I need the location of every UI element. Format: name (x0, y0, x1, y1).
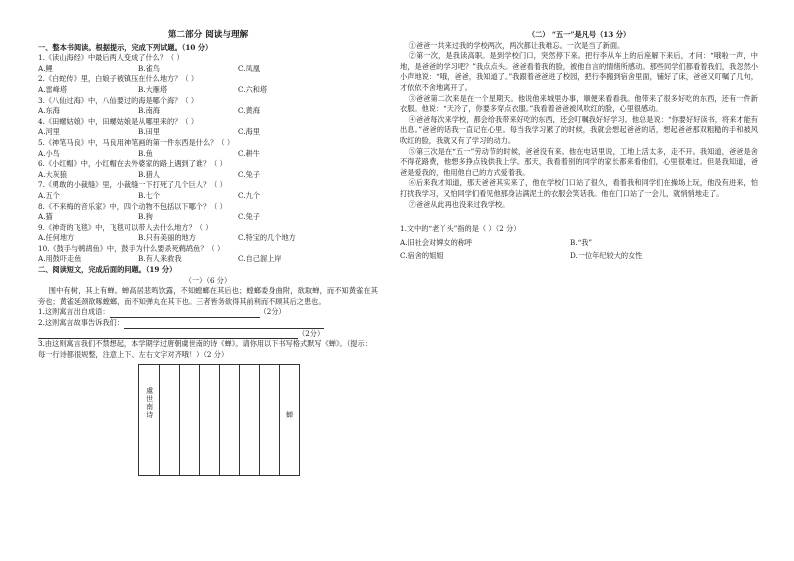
option[interactable]: A.雷峰塔 (38, 84, 68, 94)
option[interactable]: B.雀鸟 (138, 63, 160, 73)
question-10-options (38, 254, 378, 265)
fable-q1-text: 1.这则寓言出自成语： (38, 307, 110, 317)
option[interactable]: A.鲤 (38, 63, 53, 73)
option[interactable]: B.有人来救我 (138, 254, 182, 264)
section-one-title: 一、整本书阅读。根据提示，完成下列试题。（10 分） (38, 42, 213, 52)
paragraph-7: ⑦爸爸从此再也没来过我学校。 (408, 199, 510, 209)
option[interactable]: B.狗 (138, 212, 153, 222)
question-3: 3.《八仙过海》中，八仙要过的海是哪个海？（ ） (38, 95, 199, 105)
passage-title: （二） “五一”是凡号（13 分） (527, 30, 631, 39)
option[interactable]: A.五个 (38, 190, 60, 200)
option[interactable]: C.黄海 (238, 106, 260, 116)
paragraph-3: ③爸爸第二次来是在一个星期天。他说他来城里办事，顺便来看看我。他带来了很多好吃的东西，还有一件新衣服。他说：“天冷了，你要多穿点衣服。”我看着爸爸被风吹红的脸，心里很感动。 (400, 93, 758, 114)
option[interactable]: C.六和塔 (238, 84, 268, 94)
paragraph-1: ①爸爸一共来过我的学校两次，两次都让我难忘。一次是当了新面。 (408, 40, 625, 50)
option[interactable]: B.南海 (138, 106, 160, 116)
question-5-options (38, 149, 378, 160)
question-8: 8.《不来梅的音乐家》中，四个动物不包括以下哪个？（ ） (38, 201, 227, 211)
question-6: 6.《小红帽》中，小红帽在去外婆家的路上遇到了谁？（ ） (38, 159, 227, 169)
option[interactable]: A.旧社会对婢女的称呼 (400, 237, 473, 247)
subsection-title: （一）（6 分） (184, 275, 232, 285)
option[interactable]: B.鱼 (138, 148, 153, 158)
section-two-title: 二、阅读短文，完成后面的问题。（19 分） (38, 265, 177, 275)
option[interactable]: C.自己溜上岸 (238, 254, 282, 264)
question-2-options (38, 85, 378, 96)
option[interactable]: A.猫 (38, 212, 53, 222)
option[interactable]: B.“我” (570, 237, 593, 247)
fable-q2-score: （2分） (298, 328, 325, 338)
option[interactable]: A.小鸟 (38, 148, 60, 158)
option[interactable]: A.大灰狼 (38, 169, 68, 179)
right-column (400, 30, 758, 262)
reading-q1-options-a (400, 238, 758, 249)
option[interactable]: B.田里 (138, 127, 160, 137)
paragraph-2: ②第一次，是我读高职。是到学校门口，突然停下来。把行李从车上的后座解下来后，才问：“哦啦一声，中地，是爸爸的学习吧？”我点点头。爸爸看着我的脸，被他自言的情绪所感动。那些同学们都看着我们，我忽然小小声地说：“哦，爸爸，我知道了。”我跟着爸爸进了校园，把行李搬到宿舍里面，铺好了床，爸爸又叮嘱了几句，才依依不舍地离开了。 (400, 51, 758, 92)
option[interactable]: B.七个 (138, 190, 160, 200)
passage (400, 41, 758, 211)
option[interactable]: C.特宝的几个地方 (238, 233, 296, 243)
option[interactable]: C.耕牛 (238, 148, 260, 158)
option[interactable]: C.宿舍的姐姐 (400, 251, 444, 261)
option[interactable]: D.一位年纪较大的女性 (570, 251, 643, 261)
paragraph-4: ④爸爸每次来学校，都会给我带来好吃的东西，还会叮嘱我好好学习。他总是说：“你要好好读书，将来才能有出息。”爸爸的话我一直记在心里。每当我学习累了的时候，我就会想起爸爸的话，想起爸爸那双粗糙的手和被风吹红的脸，我就又有了学习的动力。 (400, 114, 758, 145)
option[interactable]: C.九个 (238, 190, 260, 200)
question-7: 7.《勇敢的小裁缝》里，小裁缝一下打死了几个巨人？（ ） (38, 180, 227, 190)
reading-q1-options-b (400, 251, 758, 262)
question-7-options (38, 191, 378, 202)
question-1: 1.《读山海经》中最后两人变成了什么？（ ） (38, 53, 184, 63)
question-9-options (38, 233, 378, 244)
question-4-options (38, 127, 378, 138)
poem-title: 蝉 (285, 411, 294, 420)
question-2: 2.《白蛇传》里，白娘子被镇压在什么地方？（ ） (38, 74, 199, 84)
part-title: 第二部分 阅读与理解 (167, 30, 249, 40)
fable-q2 (38, 318, 378, 329)
poem-writing-grid[interactable] (138, 364, 300, 476)
option[interactable]: C.凤凰 (238, 63, 260, 73)
fable-q3: 3.由这则寓言我们不禁想起，本学期学过唐朝虞世南的诗《蝉》。请你用以下书写格式默写《蝉》。（提示：每一行诗都很规整，注意上下、左右文字对齐哦！）（2 分） (38, 339, 372, 359)
option[interactable]: A.河里 (38, 127, 60, 137)
reading-q1: 1.文中的“老丫头”指的是（ ）（2 分） (400, 224, 521, 234)
question-6-options (38, 170, 378, 181)
fable-q2-text: 2.这则寓言故事告诉我们： (38, 318, 124, 328)
question-8-options (38, 212, 378, 223)
fable-q1 (38, 307, 378, 318)
question-1-options (38, 64, 378, 75)
question-3-options (38, 106, 378, 117)
question-4: 4.《田螺姑娘》中，田螺姑娘是从哪里来的？（ ） (38, 116, 199, 126)
question-9: 9.《神奇的飞毯》中，飞毯可以带人去什么地方？（ ） (38, 222, 213, 232)
paragraph-6: ⑥后来我才知道，那天爸爸其实来了，他在学校门口站了很久，看着我和同学们在操场上玩，他没有进来，怕打扰我学习，又怕同学们看见他那身沾满泥土的衣服会笑话我。他在门口站了一会儿，就悄悄地走了。 (400, 178, 758, 198)
fable-text: 围中有树，其上有蝉。蝉高居悲鸣饮露，不知螳螂在其后也；螳螂委身曲附，欲取蝉，而不知黄雀在其旁也；黄雀延颈欲啄螳螂，而不知弹丸在其下也。三者皆务欲得其前利而不顾其后之患也。 (38, 286, 378, 306)
question-list (38, 53, 378, 265)
left-column (38, 30, 378, 476)
option[interactable]: B.猎人 (138, 169, 160, 179)
option[interactable]: B.大雁塔 (138, 84, 168, 94)
option[interactable]: C.兔子 (238, 169, 260, 179)
question-10: 10.《鼓手与鹈鸪鱼》中，鼓手为什么要杀死鹈鸪鱼？（ ） (38, 243, 225, 253)
fable-q1-score: （2分） (259, 307, 286, 317)
option[interactable]: C.兔子 (238, 212, 260, 222)
option[interactable]: A.用鼓吓走鱼 (38, 254, 82, 264)
option[interactable]: A.东海 (38, 106, 60, 116)
option[interactable]: C.海里 (238, 127, 260, 137)
paragraph-5: ⑤第三次是在“五一”劳动节的时候，爸爸没有来。他在电话里说，工地上活太多，走不开。我知道，爸爸是舍不得花路费，他想多挣点钱供我上学。那天，我看着别的同学的家长都来看他们，心里很难过。但是我知道，爸爸是爱我的，他用他自己的方式爱着我。 (400, 146, 758, 177)
question-5: 5.《神笔马良》中，马良用神笔画的第一件东西是什么？（ ） (38, 137, 235, 147)
fable-q2-line (38, 329, 378, 340)
option[interactable]: A.任何地方 (38, 233, 75, 243)
option[interactable]: B.只有美丽的地方 (138, 233, 196, 243)
poem-author: 虞世南诗 (145, 387, 154, 420)
